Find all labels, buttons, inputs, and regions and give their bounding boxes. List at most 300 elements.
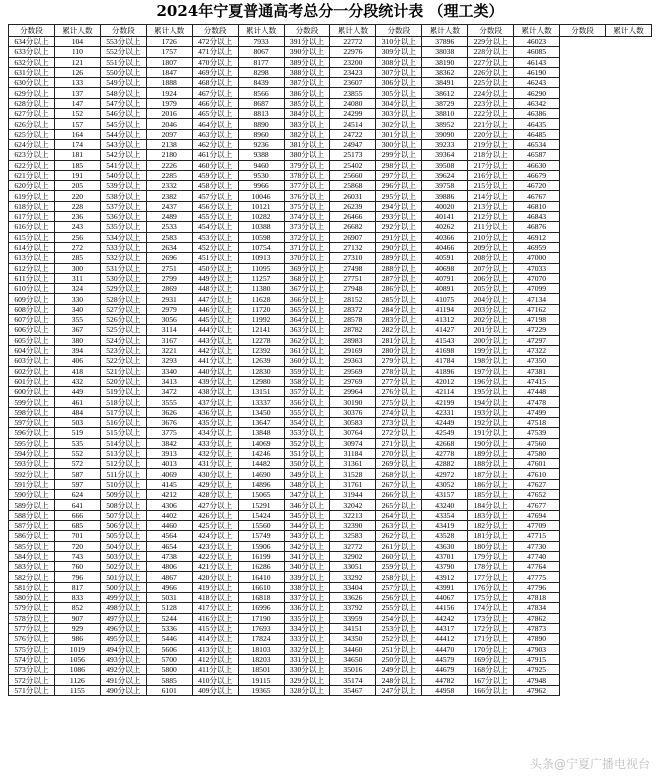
score-cell: 347分以上 (284, 490, 330, 500)
score-cell: 472分以上 (192, 37, 238, 47)
score-cell: 182分以上 (468, 520, 514, 530)
count-cell: 11720 (238, 304, 284, 314)
count-cell: 35016 (330, 665, 376, 675)
score-cell: 258分以上 (376, 572, 422, 582)
count-cell: 2533 (146, 222, 192, 232)
score-cell: 580分以上 (9, 593, 55, 603)
count-cell: 47775 (514, 572, 560, 582)
table-row (9, 644, 652, 654)
count-cell: 205 (54, 181, 100, 191)
count-cell: 133 (54, 78, 100, 88)
count-cell: 2046 (146, 119, 192, 129)
score-cell: 453分以上 (192, 232, 238, 242)
count-cell: 3842 (146, 438, 192, 448)
count-cell: 19365 (238, 685, 284, 695)
table-row (9, 397, 652, 407)
score-cell: 204分以上 (468, 294, 514, 304)
score-cell: 344分以上 (284, 520, 330, 530)
count-cell: 2583 (146, 232, 192, 242)
count-cell: 18501 (238, 665, 284, 675)
score-cell: 328分以上 (284, 685, 330, 695)
score-cell: 596分以上 (9, 428, 55, 438)
score-cell: 414分以上 (192, 634, 238, 644)
score-cell: 616分以上 (9, 222, 55, 232)
score-cell: 502分以上 (100, 562, 146, 572)
score-cell: 572分以上 (9, 675, 55, 685)
score-cell: 599分以上 (9, 397, 55, 407)
score-cell: 576分以上 (9, 634, 55, 644)
count-cell: 720 (54, 541, 100, 551)
count-cell: 47903 (514, 644, 560, 654)
score-cell: 358分以上 (284, 376, 330, 386)
score-cell: 251分以上 (376, 644, 422, 654)
score-cell: 549分以上 (100, 78, 146, 88)
table-row (9, 263, 652, 273)
score-cell: 466分以上 (192, 98, 238, 108)
count-cell: 38729 (422, 98, 468, 108)
score-cell: 416分以上 (192, 613, 238, 623)
score-cell: 536分以上 (100, 212, 146, 222)
score-cell: 372分以上 (284, 232, 330, 242)
count-cell: 39364 (422, 150, 468, 160)
count-cell: 2634 (146, 242, 192, 252)
score-cell: 252分以上 (376, 634, 422, 644)
score-cell: 461分以上 (192, 150, 238, 160)
count-cell: 8813 (238, 109, 284, 119)
table-row (9, 459, 652, 469)
score-cell: 271分以上 (376, 438, 422, 448)
count-cell: 4145 (146, 479, 192, 489)
count-cell: 1979 (146, 98, 192, 108)
score-cell: 537分以上 (100, 201, 146, 211)
count-cell: 14896 (238, 479, 284, 489)
score-cell: 512分以上 (100, 459, 146, 469)
score-cell: 425分以上 (192, 520, 238, 530)
score-cell: 449分以上 (192, 273, 238, 283)
score-cell: 389分以上 (284, 57, 330, 67)
count-cell: 24514 (330, 119, 376, 129)
score-cell: 263分以上 (376, 520, 422, 530)
score-cell: 516分以上 (100, 417, 146, 427)
count-cell: 27948 (330, 284, 376, 294)
count-cell: 47890 (514, 634, 560, 644)
count-cell: 1807 (146, 57, 192, 67)
count-cell: 14482 (238, 459, 284, 469)
score-cell: 334分以上 (284, 623, 330, 633)
score-cell: 341分以上 (284, 551, 330, 561)
score-cell: 194分以上 (468, 397, 514, 407)
score-cell: 492分以上 (100, 665, 146, 675)
count-cell: 5800 (146, 665, 192, 675)
score-cell: 509分以上 (100, 490, 146, 500)
count-cell: 4306 (146, 500, 192, 510)
score-cell: 598分以上 (9, 407, 55, 417)
count-cell: 272 (54, 242, 100, 252)
score-cell: 199分以上 (468, 345, 514, 355)
count-cell: 3555 (146, 397, 192, 407)
count-cell: 572 (54, 459, 100, 469)
count-cell: 24722 (330, 129, 376, 139)
count-cell: 8566 (238, 88, 284, 98)
score-cell: 250分以上 (376, 654, 422, 664)
count-cell: 46912 (514, 232, 560, 242)
count-cell: 46810 (514, 201, 560, 211)
count-cell: 40366 (422, 232, 468, 242)
count-cell: 12980 (238, 376, 284, 386)
score-cell: 305分以上 (376, 88, 422, 98)
score-cell: 534分以上 (100, 232, 146, 242)
count-cell: 46290 (514, 88, 560, 98)
header-score-range: 分数段 (468, 25, 514, 37)
count-cell: 47539 (514, 428, 560, 438)
score-cell: 538分以上 (100, 191, 146, 201)
count-cell: 23200 (330, 57, 376, 67)
table-row (9, 428, 652, 438)
score-cell: 533分以上 (100, 242, 146, 252)
count-cell: 7933 (238, 37, 284, 47)
count-cell: 4564 (146, 531, 192, 541)
count-cell: 23855 (330, 88, 376, 98)
count-cell: 42549 (422, 428, 468, 438)
table-row (9, 665, 652, 675)
count-cell: 2180 (146, 150, 192, 160)
score-cell: 278分以上 (376, 366, 422, 376)
count-cell: 26031 (330, 191, 376, 201)
score-cell: 172分以上 (468, 623, 514, 633)
score-cell: 378分以上 (284, 170, 330, 180)
score-cell: 286分以上 (376, 284, 422, 294)
score-cell: 168分以上 (468, 665, 514, 675)
count-cell: 43052 (422, 479, 468, 489)
header-cumulative-count: 累计人数 (54, 25, 100, 37)
count-cell: 43701 (422, 551, 468, 561)
score-cell: 447分以上 (192, 294, 238, 304)
count-cell: 17824 (238, 634, 284, 644)
count-cell: 394 (54, 345, 100, 355)
count-cell: 46435 (514, 119, 560, 129)
score-cell: 380分以上 (284, 150, 330, 160)
count-cell: 2285 (146, 170, 192, 180)
score-cell: 330分以上 (284, 665, 330, 675)
score-cell: 211分以上 (468, 222, 514, 232)
count-cell: 46386 (514, 109, 560, 119)
score-cell: 547分以上 (100, 98, 146, 108)
score-cell: 588分以上 (9, 510, 55, 520)
count-cell: 43157 (422, 490, 468, 500)
count-cell: 110 (54, 47, 100, 57)
table-row (9, 47, 652, 57)
count-cell: 39233 (422, 139, 468, 149)
score-cell: 276分以上 (376, 387, 422, 397)
count-cell: 44242 (422, 613, 468, 623)
count-cell: 47560 (514, 438, 560, 448)
score-cell: 381分以上 (284, 139, 330, 149)
score-cell: 218分以上 (468, 150, 514, 160)
table-row (9, 150, 652, 160)
count-cell: 1155 (54, 685, 100, 695)
count-cell: 10754 (238, 242, 284, 252)
table-row (9, 67, 652, 77)
score-cell: 532分以上 (100, 253, 146, 263)
table-row (9, 78, 652, 88)
score-cell: 522分以上 (100, 356, 146, 366)
count-cell: 42668 (422, 438, 468, 448)
count-cell: 3340 (146, 366, 192, 376)
count-cell: 47677 (514, 500, 560, 510)
score-cell: 620分以上 (9, 181, 55, 191)
count-cell: 34151 (330, 623, 376, 633)
score-cell: 294分以上 (376, 201, 422, 211)
score-cell: 178分以上 (468, 562, 514, 572)
count-cell: 47162 (514, 304, 560, 314)
score-cell: 634分以上 (9, 37, 55, 47)
score-cell: 431分以上 (192, 459, 238, 469)
score-cell: 214分以上 (468, 191, 514, 201)
score-cell: 608分以上 (9, 304, 55, 314)
count-cell: 126 (54, 67, 100, 77)
score-cell: 308分以上 (376, 57, 422, 67)
count-cell: 4966 (146, 582, 192, 592)
count-cell: 46587 (514, 150, 560, 160)
count-cell: 228 (54, 201, 100, 211)
score-cell: 603分以上 (9, 356, 55, 366)
score-cell: 529分以上 (100, 284, 146, 294)
score-cell: 434分以上 (192, 428, 238, 438)
table-row (9, 232, 652, 242)
watermark: 头条@宁夏广播电视台 (529, 757, 650, 771)
score-cell: 610分以上 (9, 284, 55, 294)
table-row (9, 366, 652, 376)
count-cell: 236 (54, 212, 100, 222)
table-row (9, 160, 652, 170)
score-cell: 630分以上 (9, 78, 55, 88)
count-cell: 38952 (422, 119, 468, 129)
score-cell: 504分以上 (100, 541, 146, 551)
count-cell: 8960 (238, 129, 284, 139)
header-score-range: 分数段 (284, 25, 330, 37)
header-score-range: 分数段 (100, 25, 146, 37)
count-cell: 46023 (514, 37, 560, 47)
score-cell: 498分以上 (100, 603, 146, 613)
count-cell: 47730 (514, 541, 560, 551)
count-cell: 11257 (238, 273, 284, 283)
count-cell: 14690 (238, 469, 284, 479)
count-cell: 324 (54, 284, 100, 294)
count-cell: 2979 (146, 304, 192, 314)
count-cell: 817 (54, 582, 100, 592)
count-cell: 380 (54, 335, 100, 345)
count-cell: 46720 (514, 181, 560, 191)
count-cell: 1924 (146, 88, 192, 98)
count-cell: 28372 (330, 304, 376, 314)
score-cell: 618分以上 (9, 201, 55, 211)
count-cell: 47834 (514, 603, 560, 613)
score-cell: 303分以上 (376, 109, 422, 119)
score-cell: 203分以上 (468, 304, 514, 314)
score-cell: 586分以上 (9, 531, 55, 541)
score-cell: 356分以上 (284, 397, 330, 407)
score-cell: 411分以上 (192, 665, 238, 675)
count-cell: 39624 (422, 170, 468, 180)
score-cell: 379分以上 (284, 160, 330, 170)
count-cell: 44579 (422, 654, 468, 664)
score-cell: 207分以上 (468, 263, 514, 273)
score-cell: 589分以上 (9, 500, 55, 510)
score-cell: 202分以上 (468, 315, 514, 325)
count-cell: 38810 (422, 109, 468, 119)
score-cell: 550分以上 (100, 67, 146, 77)
count-cell: 47000 (514, 253, 560, 263)
score-cell: 495分以上 (100, 634, 146, 644)
count-cell: 12639 (238, 356, 284, 366)
score-cell: 177分以上 (468, 572, 514, 582)
score-cell: 275分以上 (376, 397, 422, 407)
count-cell: 4867 (146, 572, 192, 582)
score-cell: 368分以上 (284, 273, 330, 283)
count-cell: 5128 (146, 603, 192, 613)
score-cell: 464分以上 (192, 119, 238, 129)
score-cell: 175分以上 (468, 593, 514, 603)
score-cell: 169分以上 (468, 654, 514, 664)
count-cell: 47448 (514, 387, 560, 397)
score-cell: 444分以上 (192, 325, 238, 335)
score-cell: 262分以上 (376, 531, 422, 541)
count-cell: 4069 (146, 469, 192, 479)
count-cell: 47709 (514, 520, 560, 530)
count-cell: 13337 (238, 397, 284, 407)
count-cell: 32902 (330, 551, 376, 561)
score-cell: 510分以上 (100, 479, 146, 489)
score-cell: 441分以上 (192, 356, 238, 366)
count-cell: 4212 (146, 490, 192, 500)
count-cell: 16818 (238, 593, 284, 603)
count-cell: 5446 (146, 634, 192, 644)
table-row (9, 222, 652, 232)
score-cell: 539分以上 (100, 181, 146, 191)
score-cell: 371分以上 (284, 242, 330, 252)
score-cell: 332分以上 (284, 644, 330, 654)
score-cell: 525分以上 (100, 325, 146, 335)
score-cell: 331分以上 (284, 654, 330, 664)
count-cell: 17190 (238, 613, 284, 623)
count-cell: 32213 (330, 510, 376, 520)
count-cell: 46190 (514, 67, 560, 77)
count-cell: 27132 (330, 242, 376, 252)
count-cell: 46485 (514, 129, 560, 139)
score-cell: 254分以上 (376, 613, 422, 623)
score-cell: 216分以上 (468, 170, 514, 180)
score-cell: 581分以上 (9, 582, 55, 592)
score-cell: 339分以上 (284, 572, 330, 582)
score-cell: 253分以上 (376, 623, 422, 633)
count-cell: 2016 (146, 109, 192, 119)
count-cell: 30583 (330, 417, 376, 427)
count-cell: 31944 (330, 490, 376, 500)
score-cell: 421分以上 (192, 562, 238, 572)
count-cell: 42331 (422, 407, 468, 417)
score-cell: 369分以上 (284, 263, 330, 273)
count-cell: 47627 (514, 479, 560, 489)
table-row (9, 685, 652, 695)
count-cell: 41075 (422, 294, 468, 304)
count-cell: 33959 (330, 613, 376, 623)
score-cell: 632分以上 (9, 57, 55, 67)
header-cumulative-count: 累计人数 (330, 25, 376, 37)
table-row (9, 88, 652, 98)
count-cell: 33051 (330, 562, 376, 572)
count-cell: 3167 (146, 335, 192, 345)
score-cell: 195分以上 (468, 387, 514, 397)
count-cell: 30974 (330, 438, 376, 448)
table-row (9, 212, 652, 222)
score-cell: 329分以上 (284, 675, 330, 685)
count-cell: 13450 (238, 407, 284, 417)
score-cell: 375分以上 (284, 201, 330, 211)
score-cell: 167分以上 (468, 675, 514, 685)
score-cell: 507分以上 (100, 510, 146, 520)
count-cell: 16996 (238, 603, 284, 613)
count-cell: 46843 (514, 212, 560, 222)
score-cell: 362分以上 (284, 335, 330, 345)
score-cell: 602分以上 (9, 366, 55, 376)
count-cell: 3221 (146, 345, 192, 355)
count-cell: 41194 (422, 304, 468, 314)
count-cell: 40141 (422, 212, 468, 222)
score-cell: 501分以上 (100, 572, 146, 582)
count-cell: 355 (54, 315, 100, 325)
table-row (9, 490, 652, 500)
score-cell: 493分以上 (100, 654, 146, 664)
count-cell: 27310 (330, 253, 376, 263)
count-cell: 9530 (238, 170, 284, 180)
score-cell: 454分以上 (192, 222, 238, 232)
score-cell: 191分以上 (468, 428, 514, 438)
score-cell: 289分以上 (376, 253, 422, 263)
score-cell: 374分以上 (284, 212, 330, 222)
score-cell: 468分以上 (192, 78, 238, 88)
score-cell: 600分以上 (9, 387, 55, 397)
score-cell: 290分以上 (376, 242, 422, 252)
score-cell: 190分以上 (468, 438, 514, 448)
table-row (9, 119, 652, 129)
score-cell: 527分以上 (100, 304, 146, 314)
count-cell: 38190 (422, 57, 468, 67)
count-cell: 33792 (330, 603, 376, 613)
count-cell: 26907 (330, 232, 376, 242)
count-cell: 43912 (422, 572, 468, 582)
table-row (9, 593, 652, 603)
score-cell: 210分以上 (468, 232, 514, 242)
score-cell: 442分以上 (192, 345, 238, 355)
count-cell: 47381 (514, 366, 560, 376)
count-cell: 46534 (514, 139, 560, 149)
count-cell: 39886 (422, 191, 468, 201)
score-table (8, 24, 652, 696)
score-cell: 293分以上 (376, 212, 422, 222)
table-row (9, 191, 652, 201)
score-cell: 439分以上 (192, 376, 238, 386)
score-cell: 364分以上 (284, 315, 330, 325)
count-cell: 22976 (330, 47, 376, 57)
score-cell: 422分以上 (192, 551, 238, 561)
count-cell: 685 (54, 520, 100, 530)
score-cell: 541分以上 (100, 160, 146, 170)
score-cell: 360分以上 (284, 356, 330, 366)
score-cell: 285分以上 (376, 294, 422, 304)
table-row (9, 623, 652, 633)
score-cell: 224分以上 (468, 88, 514, 98)
count-cell: 852 (54, 603, 100, 613)
